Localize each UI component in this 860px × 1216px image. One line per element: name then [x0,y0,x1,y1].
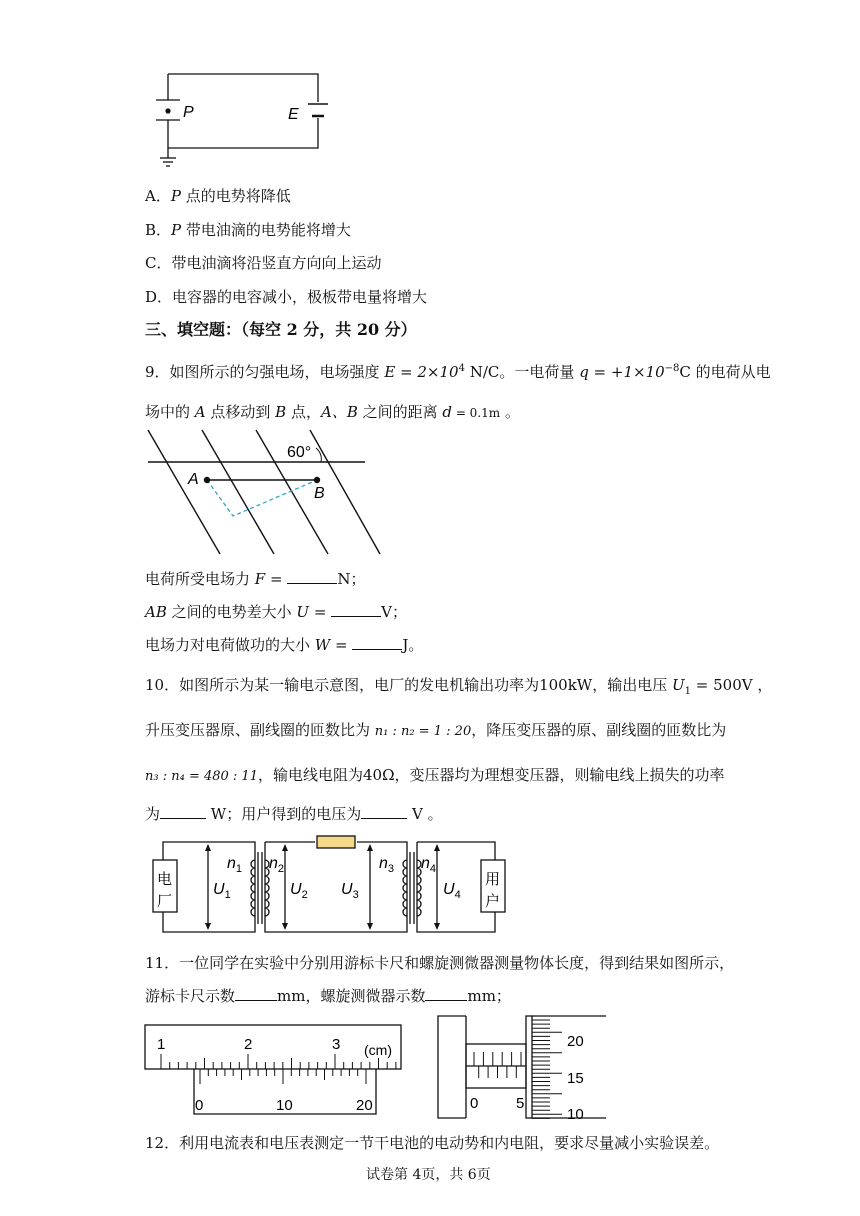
sleeve-scale-5: 5 [516,1095,525,1112]
q10-line4: 为 W；用户得到的电压为 V 。 [145,805,443,823]
section-title: 三、填空题：（每空 2 分，共 20 分） [145,320,417,339]
option-c: C．带电油滴将沿竖直方向向上运动 [145,254,382,272]
vernier-scale-20: 20 [356,1097,373,1114]
vernier-caliper-figure [142,1022,412,1120]
q9-blank1: 电荷所受电场力 F = N； [145,570,366,588]
q11-line2: 游标卡尺示数 mm，螺旋测微器示数 mm； [145,987,511,1005]
svg-text:U2: $U_2$ [290,881,308,901]
q11-line1: 11．一位同学在实验中分别用游标卡尺和螺旋测微器测量物体长度，得到结果如图所示， [145,954,735,972]
main-scale-unit: (cm) [364,1042,392,1058]
svg-text:n4: $n_4$ [421,855,437,875]
vernier-scale-0: 0 [195,1097,204,1114]
label-p: P [183,104,194,121]
point-a-label: A [188,471,199,488]
q9-line1: 9．如图所示的匀强电场，电场强度 $E = 2\times 10^4$ N/C。一电荷量 $q = +1\times 10^{-8}C$ 的电荷从电 [145,363,771,381]
user-label-1: 用 [485,871,501,888]
point-b-label: B [314,485,325,502]
user-label-2: 户 [485,893,501,910]
sleeve-scale-0: 0 [470,1095,479,1112]
power-transmission-figure [145,832,515,944]
main-scale-2: 2 [244,1036,253,1053]
thimble-scale-10: 10 [567,1106,584,1122]
q9-line2: 场中的 A 点移动到 B 点，A、B 之间的距离 d = 0.1m 。 [145,403,520,421]
svg-text:U1: $U_1$ [213,881,231,901]
q9-blank3: 电场力对电荷做功的大小 W = J。 [145,636,424,654]
electric-field-figure [145,426,385,561]
svg-text:U4: $U_4$ [443,881,461,901]
svg-text:n1: $n_1$ [227,855,243,875]
option-d: D．电容器的电容减小，极板带电量将增大 [145,288,428,306]
thimble-scale-20: 20 [567,1033,584,1050]
q10-line3: n₃ : n₄ = 480 : 11，输电线电阻为40Ω，变压器均为理想变压器，则输电线上损失的功率 [145,766,725,784]
angle-label: 60° [287,444,312,461]
q10-line2: 升压变压器原、副线圈的匝数比为 n₁ : n₂ = 1 : 20，降压变压器的原、副线圈的匝数比为 [145,721,727,739]
option-b: B．P 带电油滴的电势能将增大 [145,221,351,239]
plant-label-1: 电 [157,871,173,888]
main-scale-3: 3 [332,1036,341,1053]
svg-text:n3: $n_3$ [379,855,395,875]
capacitor-circuit-figure [148,70,348,170]
q10-line1: 10．如图所示为某一输电示意图，电厂的发电机输出功率为100kW，输出电压 $U_1 = 500V$ ， [145,676,773,697]
main-scale-1: 1 [157,1036,166,1053]
label-e: E [288,106,299,123]
svg-text:U3: $U_3$ [341,881,359,901]
option-a: A．P 点的电势将降低 [145,187,291,205]
page-footer: 试卷第 4页，共 6页 [366,1167,491,1183]
micrometer-figure [436,1012,611,1122]
plant-label-2: 厂 [157,893,173,910]
q12-line1: 12．利用电流表和电压表测定一节干电池的电动势和内电阻，要求尽量减小实验误差。 [145,1134,720,1152]
svg-text:n2: $n_2$ [269,855,285,875]
q9-blank2: AB 之间的电势差大小 U = V； [145,603,408,621]
vernier-scale-10: 10 [276,1097,293,1114]
thimble-scale-15: 15 [567,1070,584,1087]
